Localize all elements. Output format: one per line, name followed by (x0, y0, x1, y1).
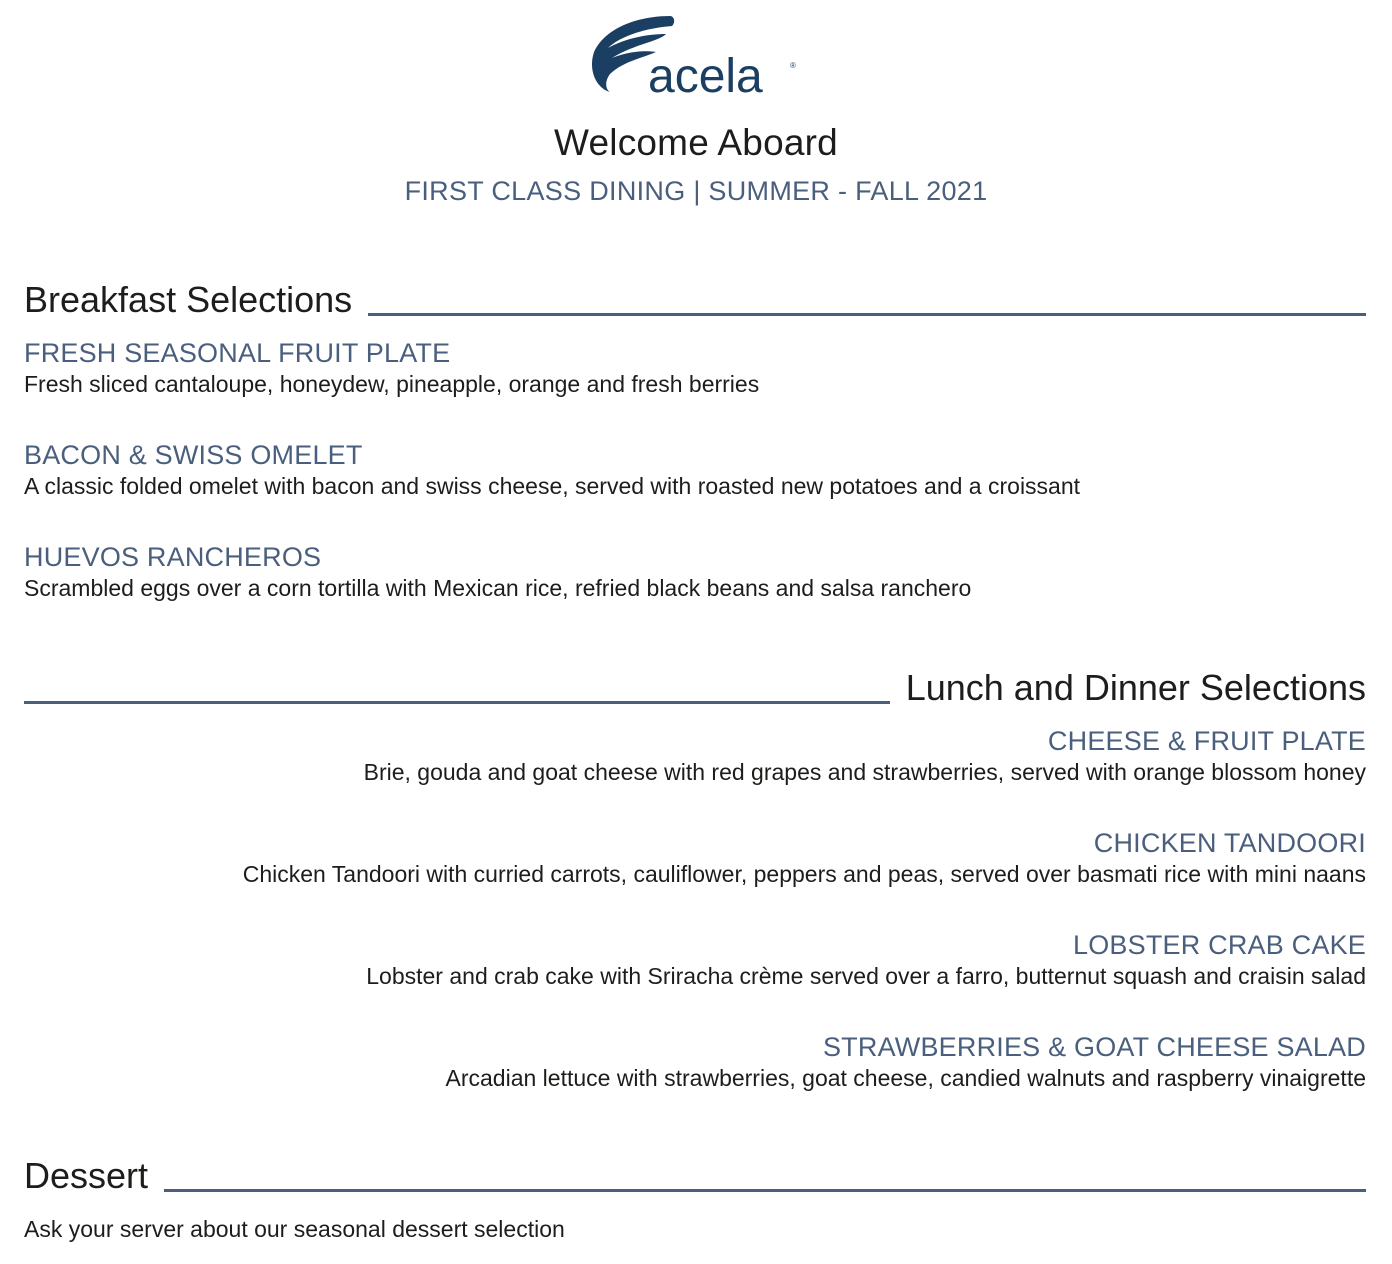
dessert-section-header (24, 1155, 1366, 1196)
menu-item-description: Arcadian lettuce with strawberries, goat cheese, candied walnuts and raspberry vinaigrette (445, 1065, 1366, 1091)
menu-subtitle: FIRST CLASS DINING | SUMMER - FALL 2021 (404, 176, 988, 206)
dessert-note: Ask your server about our seasonal dessert selection (24, 1216, 565, 1242)
menu-item-name: CHICKEN TANDOORI (1093, 828, 1366, 858)
menu-item (24, 337, 1366, 399)
menu-item-description: Fresh sliced cantaloupe, honeydew, pineapple, orange and fresh berries (24, 371, 760, 397)
acela-wing-logo-icon (586, 12, 806, 98)
menu-item-name: FRESH SEASONAL FRUIT PLATE (24, 338, 451, 368)
breakfast-section-header (24, 279, 1366, 320)
section-divider (24, 701, 890, 704)
menu-item-description: Brie, gouda and goat cheese with red grapes and strawberries, served with orange blossom honey (363, 759, 1366, 785)
menu-item-description: Scrambled eggs over a corn tortilla with Mexican rice, refried black beans and salsa ranchero (24, 575, 972, 601)
menu-item-description: Chicken Tandoori with curried carrots, cauliflower, peppers and peas, served over basmati rice with mini naans (242, 861, 1366, 887)
menu-item-name: LOBSTER CRAB CAKE (1073, 930, 1366, 960)
section-divider (164, 1189, 1366, 1192)
menu-item-description: Lobster and crab cake with Sriracha crème served over a farro, butternut squash and craisin salad (366, 963, 1366, 989)
dessert-heading: Dessert (24, 1155, 149, 1196)
menu-item (24, 1031, 1366, 1093)
menu-item (24, 929, 1366, 991)
lunch-dinner-section-header (24, 667, 1366, 708)
acela-logo (586, 12, 806, 98)
section-divider (368, 313, 1366, 316)
menu-item (24, 439, 1366, 501)
menu-item (24, 827, 1366, 889)
svg-text:®: ® (790, 61, 796, 70)
menu-item (24, 725, 1366, 787)
menu-item-name: HUEVOS RANCHEROS (24, 542, 322, 572)
menu-item (24, 541, 1366, 603)
logo-wordmark: acela (648, 50, 763, 98)
lunch-dinner-heading: Lunch and Dinner Selections (905, 667, 1366, 708)
menu-item-name: BACON & SWISS OMELET (24, 440, 363, 470)
breakfast-heading: Breakfast Selections (24, 279, 353, 320)
welcome-title: Welcome Aboard (554, 122, 838, 163)
menu-item-name: CHEESE & FRUIT PLATE (1047, 726, 1366, 756)
menu-item-name: STRAWBERRIES & GOAT CHEESE SALAD (822, 1032, 1366, 1062)
menu-item-description: A classic folded omelet with bacon and swiss cheese, served with roasted new potatoes and a croissant (24, 473, 1081, 499)
